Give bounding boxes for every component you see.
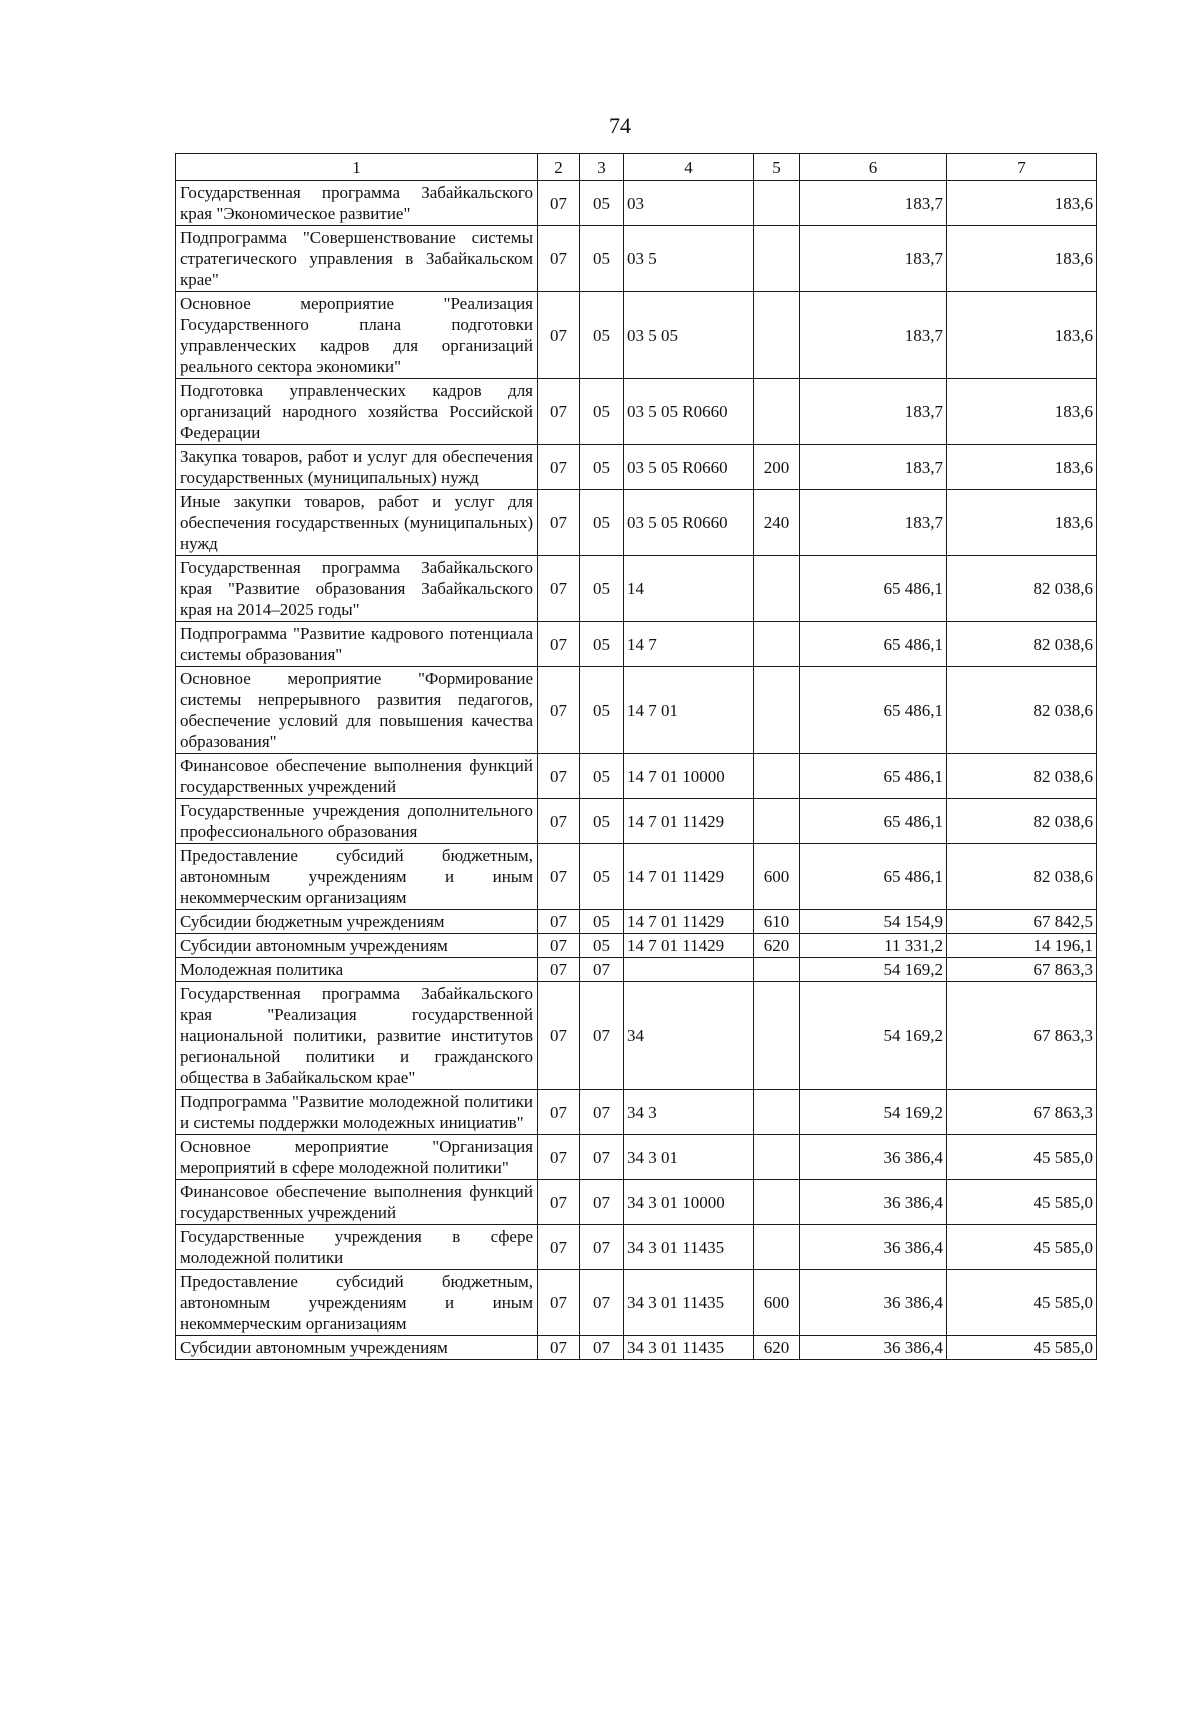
target-article-cell: 03 5 05 R0660 [624, 445, 754, 490]
row-name-cell: Основное мероприятие "Реализация Государственного плана подготовки управленческих кадров для организаций реального сектора экономики" [176, 292, 538, 379]
expense-type-cell [754, 1135, 800, 1180]
amount-year1-cell: 65 486,1 [800, 799, 947, 844]
amount-year2-cell: 45 585,0 [947, 1225, 1097, 1270]
subsection-code-cell: 05 [580, 556, 624, 622]
table-row [176, 490, 1097, 556]
column-header: 4 [624, 154, 754, 181]
subsection-code-cell: 05 [580, 934, 624, 958]
section-code-cell: 07 [538, 844, 580, 910]
subsection-code-cell: 05 [580, 754, 624, 799]
row-name-cell: Закупка товаров, работ и услуг для обеспечения государственных (муниципальных) нужд [176, 445, 538, 490]
target-article-cell: 14 7 01 11429 [624, 910, 754, 934]
expense-type-cell [754, 667, 800, 754]
subsection-code-cell: 05 [580, 292, 624, 379]
target-article-cell: 34 3 01 [624, 1135, 754, 1180]
target-article-cell: 14 7 01 [624, 667, 754, 754]
amount-year1-cell: 183,7 [800, 490, 947, 556]
subsection-code-cell: 05 [580, 667, 624, 754]
expense-type-cell [754, 982, 800, 1090]
table-row [176, 934, 1097, 958]
table-row [176, 799, 1097, 844]
row-name-cell: Государственные учреждения дополнительного профессионального образования [176, 799, 538, 844]
row-name-cell: Иные закупки товаров, работ и услуг для обеспечения государственных (муниципальных) нужд [176, 490, 538, 556]
section-code-cell: 07 [538, 958, 580, 982]
table-row [176, 1336, 1097, 1360]
row-name-cell: Государственная программа Забайкальского края "Развитие образования Забайкальского края на 2014–2025 годы" [176, 556, 538, 622]
row-name-cell: Субсидии автономным учреждениям [176, 1336, 538, 1360]
row-name-cell: Государственные учреждения в сфере молодежной политики [176, 1225, 538, 1270]
expense-type-cell [754, 226, 800, 292]
section-code-cell: 07 [538, 667, 580, 754]
section-code-cell: 07 [538, 1090, 580, 1135]
expense-type-cell [754, 379, 800, 445]
amount-year2-cell: 67 863,3 [947, 1090, 1097, 1135]
expense-type-cell [754, 181, 800, 226]
amount-year1-cell: 183,7 [800, 226, 947, 292]
column-numbers-row [176, 154, 1097, 181]
section-code-cell: 07 [538, 379, 580, 445]
row-name-cell: Подготовка управленческих кадров для организаций народного хозяйства Российской Федерации [176, 379, 538, 445]
amount-year1-cell: 54 169,2 [800, 1090, 947, 1135]
target-article-cell: 14 7 [624, 622, 754, 667]
table-row [176, 379, 1097, 445]
expense-type-cell [754, 622, 800, 667]
amount-year2-cell: 183,6 [947, 292, 1097, 379]
section-code-cell: 07 [538, 556, 580, 622]
table-row [176, 1180, 1097, 1225]
amount-year1-cell: 183,7 [800, 445, 947, 490]
section-code-cell: 07 [538, 982, 580, 1090]
amount-year2-cell: 67 863,3 [947, 982, 1097, 1090]
amount-year1-cell: 36 386,4 [800, 1135, 947, 1180]
amount-year1-cell: 54 154,9 [800, 910, 947, 934]
expense-type-cell: 200 [754, 445, 800, 490]
amount-year2-cell: 82 038,6 [947, 754, 1097, 799]
subsection-code-cell: 05 [580, 622, 624, 667]
expense-type-cell [754, 1180, 800, 1225]
expense-type-cell: 240 [754, 490, 800, 556]
expense-type-cell: 620 [754, 934, 800, 958]
target-article-cell: 14 7 01 11429 [624, 934, 754, 958]
column-header: 6 [800, 154, 947, 181]
amount-year2-cell: 67 842,5 [947, 910, 1097, 934]
expense-type-cell [754, 799, 800, 844]
table-row [176, 958, 1097, 982]
target-article-cell: 34 3 01 11435 [624, 1225, 754, 1270]
target-article-cell: 34 3 01 11435 [624, 1336, 754, 1360]
section-code-cell: 07 [538, 1180, 580, 1225]
table-row [176, 1270, 1097, 1336]
section-code-cell: 07 [538, 1135, 580, 1180]
amount-year1-cell: 11 331,2 [800, 934, 947, 958]
amount-year2-cell: 82 038,6 [947, 622, 1097, 667]
target-article-cell: 34 3 01 11435 [624, 1270, 754, 1336]
expense-type-cell [754, 556, 800, 622]
subsection-code-cell: 05 [580, 379, 624, 445]
amount-year1-cell: 36 386,4 [800, 1225, 947, 1270]
table-row [176, 622, 1097, 667]
amount-year1-cell: 65 486,1 [800, 754, 947, 799]
subsection-code-cell: 07 [580, 1180, 624, 1225]
section-code-cell: 07 [538, 1270, 580, 1336]
expense-type-cell [754, 958, 800, 982]
target-article-cell: 34 [624, 982, 754, 1090]
table-row [176, 982, 1097, 1090]
budget-table [175, 153, 1097, 1360]
section-code-cell: 07 [538, 622, 580, 667]
expense-type-cell [754, 1225, 800, 1270]
amount-year2-cell: 183,6 [947, 226, 1097, 292]
subsection-code-cell: 07 [580, 1270, 624, 1336]
amount-year1-cell: 65 486,1 [800, 844, 947, 910]
amount-year1-cell: 36 386,4 [800, 1336, 947, 1360]
row-name-cell: Субсидии бюджетным учреждениям [176, 910, 538, 934]
amount-year2-cell: 82 038,6 [947, 667, 1097, 754]
target-article-cell: 14 7 01 11429 [624, 799, 754, 844]
subsection-code-cell: 07 [580, 958, 624, 982]
section-code-cell: 07 [538, 292, 580, 379]
section-code-cell: 07 [538, 754, 580, 799]
row-name-cell: Субсидии автономным учреждениям [176, 934, 538, 958]
subsection-code-cell: 05 [580, 799, 624, 844]
table-row [176, 910, 1097, 934]
row-name-cell: Финансовое обеспечение выполнения функций государственных учреждений [176, 754, 538, 799]
section-code-cell: 07 [538, 181, 580, 226]
target-article-cell: 03 [624, 181, 754, 226]
row-name-cell: Государственная программа Забайкальского края "Экономическое развитие" [176, 181, 538, 226]
table-row [176, 292, 1097, 379]
target-article-cell: 03 5 05 R0660 [624, 490, 754, 556]
table-row [176, 1135, 1097, 1180]
column-header: 5 [754, 154, 800, 181]
row-name-cell: Государственная программа Забайкальского края "Реализация государственной национальной политики, развитие институтов региональной политики и гражданского общества в Забайкальском крае" [176, 982, 538, 1090]
amount-year2-cell: 45 585,0 [947, 1135, 1097, 1180]
expense-type-cell: 600 [754, 844, 800, 910]
amount-year1-cell: 183,7 [800, 292, 947, 379]
amount-year2-cell: 45 585,0 [947, 1336, 1097, 1360]
target-article-cell: 14 7 01 10000 [624, 754, 754, 799]
expense-type-cell [754, 292, 800, 379]
amount-year2-cell: 82 038,6 [947, 844, 1097, 910]
table-row [176, 754, 1097, 799]
amount-year2-cell: 183,6 [947, 181, 1097, 226]
subsection-code-cell: 07 [580, 1135, 624, 1180]
amount-year2-cell: 183,6 [947, 490, 1097, 556]
amount-year1-cell: 65 486,1 [800, 622, 947, 667]
table-row [176, 667, 1097, 754]
subsection-code-cell: 05 [580, 910, 624, 934]
expense-type-cell [754, 1090, 800, 1135]
target-article-cell [624, 958, 754, 982]
section-code-cell: 07 [538, 490, 580, 556]
target-article-cell: 34 3 [624, 1090, 754, 1135]
target-article-cell: 34 3 01 10000 [624, 1180, 754, 1225]
section-code-cell: 07 [538, 799, 580, 844]
amount-year2-cell: 82 038,6 [947, 556, 1097, 622]
section-code-cell: 07 [538, 226, 580, 292]
table-row [176, 445, 1097, 490]
page-number: 74 [609, 113, 631, 138]
table-row [176, 226, 1097, 292]
amount-year2-cell: 183,6 [947, 445, 1097, 490]
row-name-cell: Подпрограмма "Совершенствование системы стратегического управления в Забайкальском крае" [176, 226, 538, 292]
amount-year1-cell: 54 169,2 [800, 958, 947, 982]
table-row [176, 1225, 1097, 1270]
subsection-code-cell: 05 [580, 490, 624, 556]
row-name-cell: Основное мероприятие "Организация мероприятий в сфере молодежной политики" [176, 1135, 538, 1180]
amount-year2-cell: 82 038,6 [947, 799, 1097, 844]
subsection-code-cell: 05 [580, 844, 624, 910]
expense-type-cell: 600 [754, 1270, 800, 1336]
subsection-code-cell: 07 [580, 1090, 624, 1135]
target-article-cell: 03 5 [624, 226, 754, 292]
amount-year1-cell: 183,7 [800, 181, 947, 226]
amount-year1-cell: 65 486,1 [800, 667, 947, 754]
column-header: 1 [176, 154, 538, 181]
section-code-cell: 07 [538, 445, 580, 490]
amount-year2-cell: 45 585,0 [947, 1180, 1097, 1225]
subsection-code-cell: 07 [580, 982, 624, 1090]
subsection-code-cell: 07 [580, 1225, 624, 1270]
row-name-cell: Предоставление субсидий бюджетным, автономным учреждениям и иным некоммерческим организациям [176, 1270, 538, 1336]
amount-year1-cell: 65 486,1 [800, 556, 947, 622]
table-row [176, 181, 1097, 226]
table-body [176, 181, 1097, 1360]
section-code-cell: 07 [538, 934, 580, 958]
target-article-cell: 03 5 05 R0660 [624, 379, 754, 445]
section-code-cell: 07 [538, 1225, 580, 1270]
row-name-cell: Предоставление субсидий бюджетным, автономным учреждениям и иным некоммерческим организациям [176, 844, 538, 910]
subsection-code-cell: 05 [580, 445, 624, 490]
table-row [176, 1090, 1097, 1135]
expense-type-cell: 620 [754, 1336, 800, 1360]
amount-year1-cell: 54 169,2 [800, 982, 947, 1090]
subsection-code-cell: 05 [580, 226, 624, 292]
target-article-cell: 03 5 05 [624, 292, 754, 379]
row-name-cell: Основное мероприятие "Формирование системы непрерывного развития педагогов, обеспечение условий для повышения качества образования" [176, 667, 538, 754]
column-header: 3 [580, 154, 624, 181]
column-header: 7 [947, 154, 1097, 181]
table-row [176, 844, 1097, 910]
amount-year2-cell: 67 863,3 [947, 958, 1097, 982]
row-name-cell: Молодежная политика [176, 958, 538, 982]
subsection-code-cell: 05 [580, 181, 624, 226]
amount-year1-cell: 36 386,4 [800, 1270, 947, 1336]
target-article-cell: 14 [624, 556, 754, 622]
row-name-cell: Подпрограмма "Развитие молодежной политики и системы поддержки молодежных инициатив" [176, 1090, 538, 1135]
section-code-cell: 07 [538, 1336, 580, 1360]
amount-year2-cell: 183,6 [947, 379, 1097, 445]
amount-year2-cell: 45 585,0 [947, 1270, 1097, 1336]
amount-year1-cell: 36 386,4 [800, 1180, 947, 1225]
column-header: 2 [538, 154, 580, 181]
section-code-cell: 07 [538, 910, 580, 934]
target-article-cell: 14 7 01 11429 [624, 844, 754, 910]
expense-type-cell: 610 [754, 910, 800, 934]
amount-year1-cell: 183,7 [800, 379, 947, 445]
subsection-code-cell: 07 [580, 1336, 624, 1360]
expense-type-cell [754, 754, 800, 799]
table-row [176, 556, 1097, 622]
row-name-cell: Подпрограмма "Развитие кадрового потенциала системы образования" [176, 622, 538, 667]
amount-year2-cell: 14 196,1 [947, 934, 1097, 958]
row-name-cell: Финансовое обеспечение выполнения функций государственных учреждений [176, 1180, 538, 1225]
